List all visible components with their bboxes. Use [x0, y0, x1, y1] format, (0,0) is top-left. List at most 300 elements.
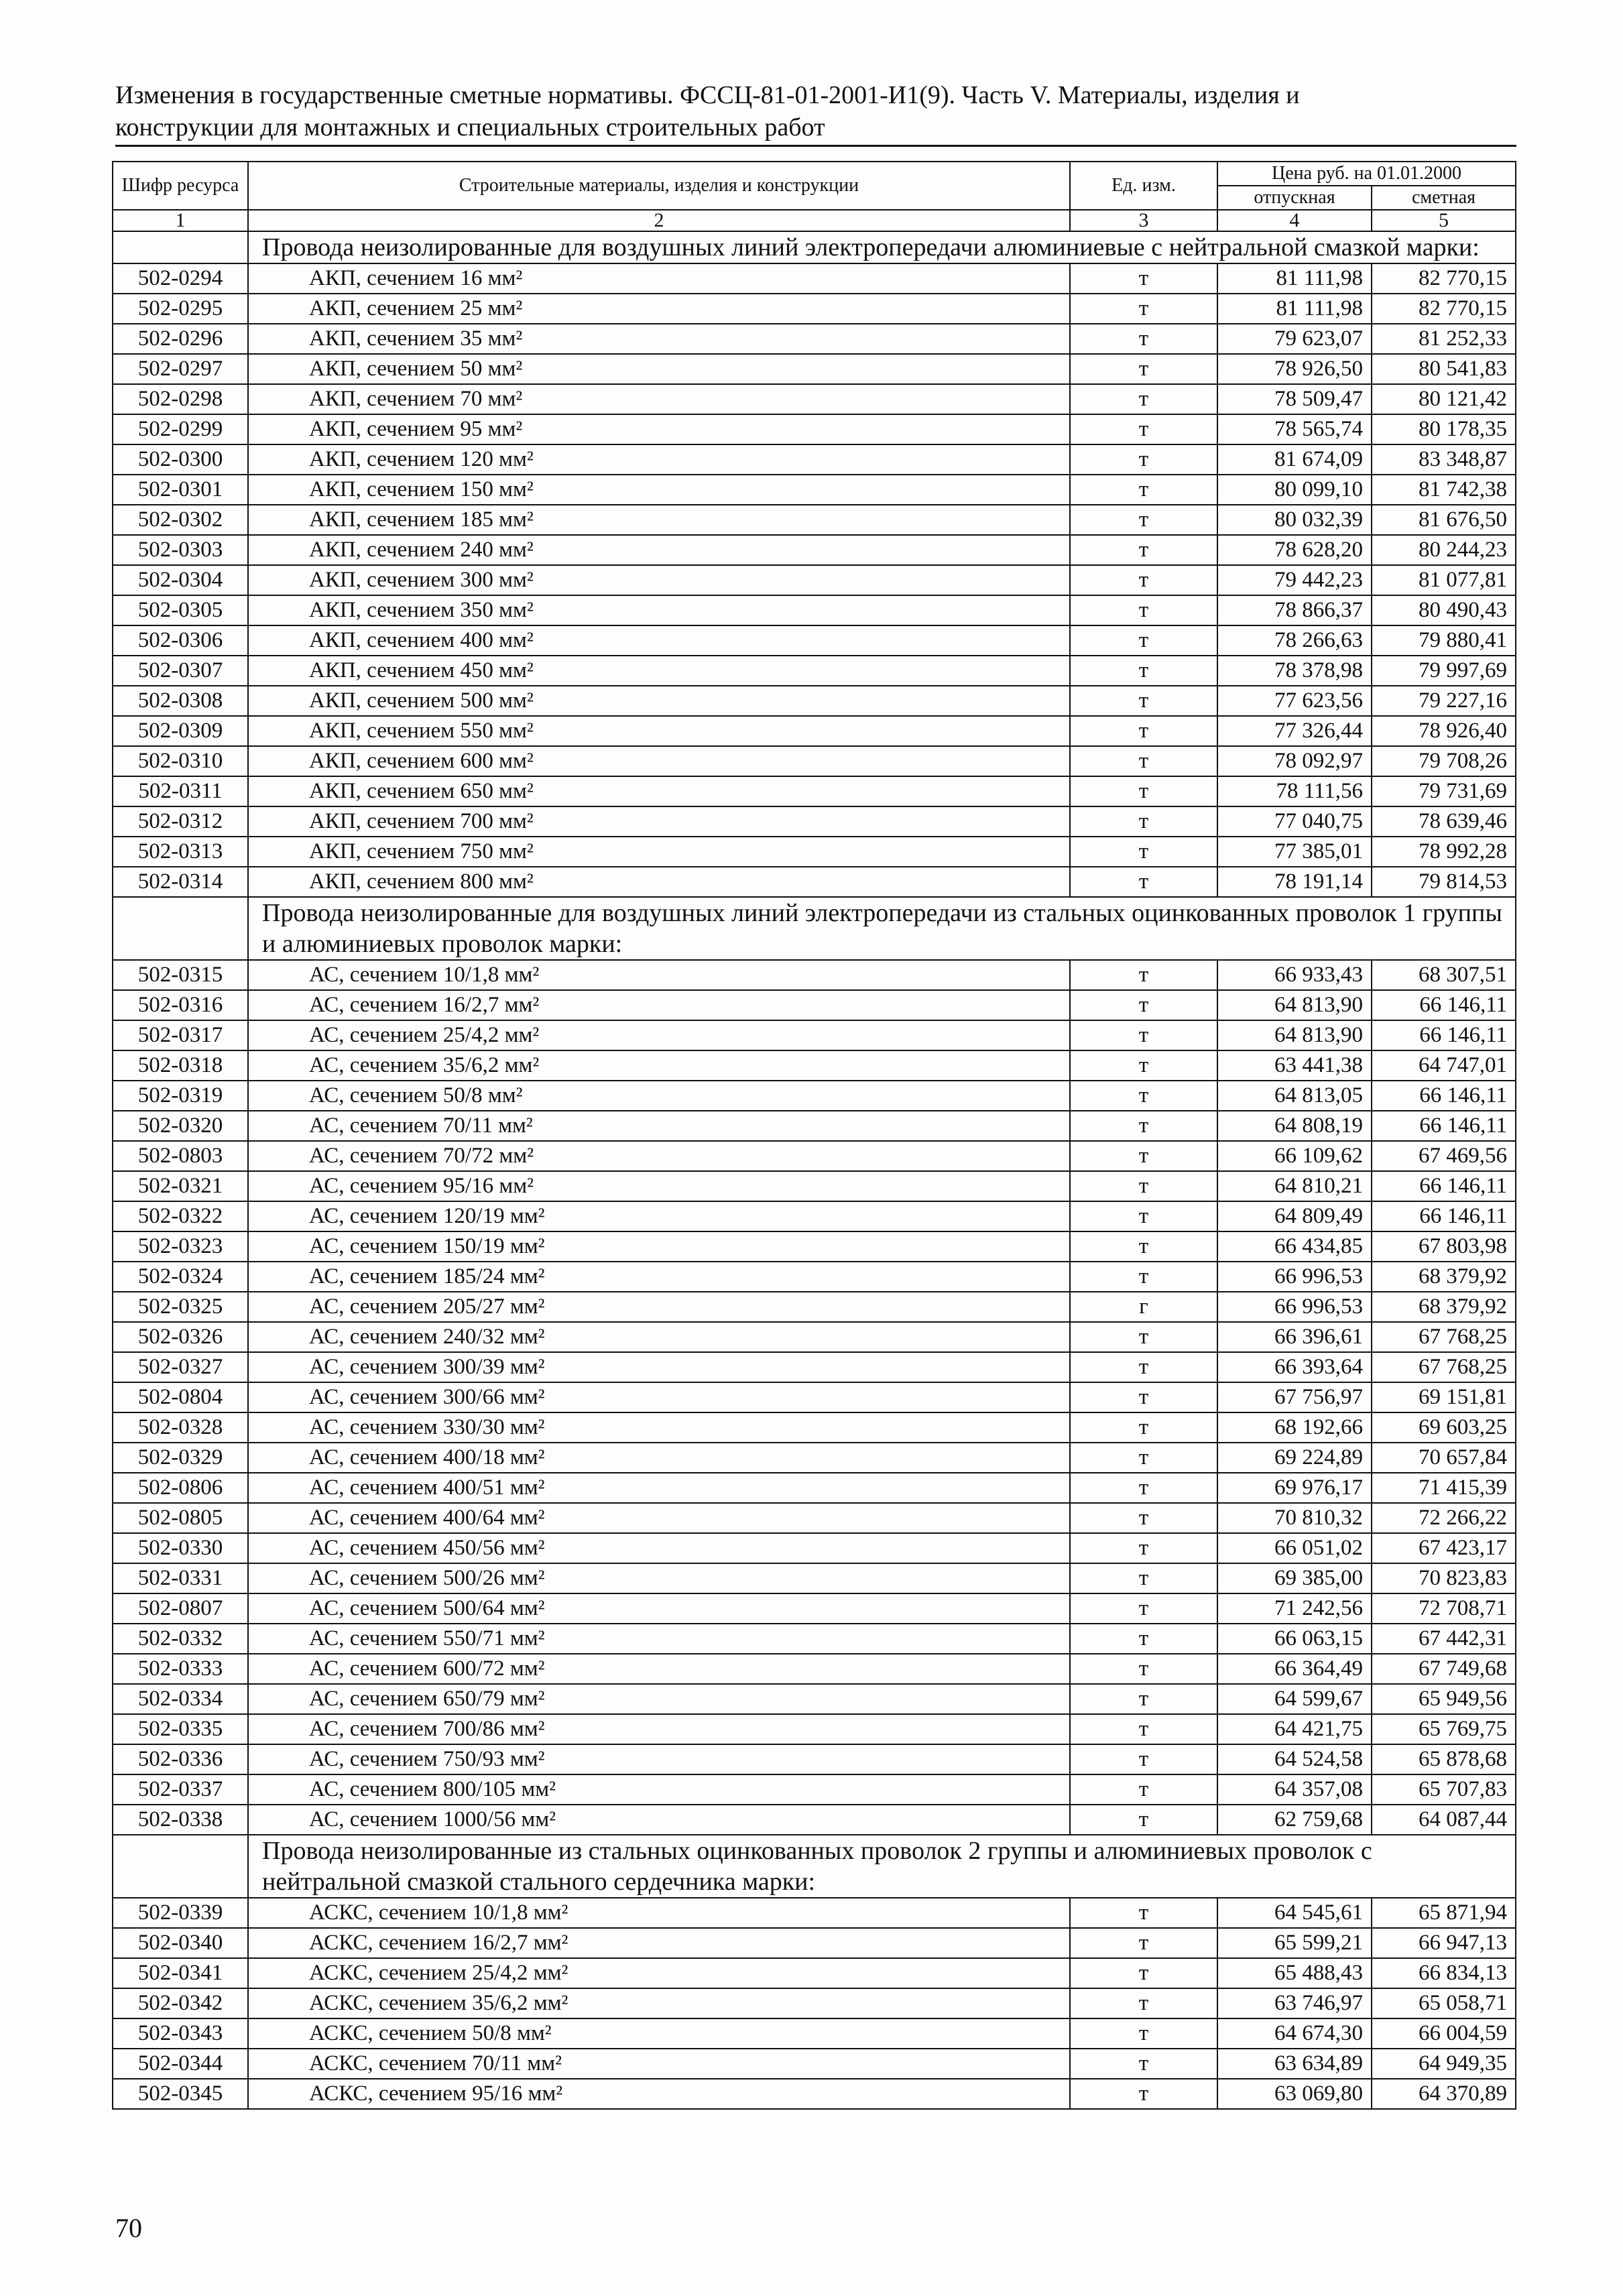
estimate-price: 66 146,11 [1372, 1201, 1516, 1231]
release-price: 63 634,89 [1217, 2049, 1372, 2079]
material-name: АКП, сечением 500 мм² [248, 686, 1070, 716]
resource-code: 502-0345 [113, 2079, 248, 2109]
table-row [113, 1262, 1516, 1292]
table-row [113, 565, 1516, 595]
resource-code: 502-0295 [113, 294, 248, 324]
resource-code: 502-0294 [113, 263, 248, 294]
estimate-price: 67 768,25 [1372, 1352, 1516, 1382]
release-price: 64 674,30 [1217, 2018, 1372, 2049]
estimate-price: 72 266,22 [1372, 1503, 1516, 1533]
material-name: АС, сечением 300/39 мм² [248, 1352, 1070, 1382]
col-header-release-price: отпускная [1217, 186, 1372, 210]
unit: т [1070, 1111, 1217, 1141]
unit: т [1070, 1593, 1217, 1624]
release-price: 66 051,02 [1217, 1533, 1372, 1563]
unit: т [1070, 2018, 1217, 2049]
table-row [113, 384, 1516, 414]
material-name: АКП, сечением 50 мм² [248, 354, 1070, 384]
material-name: АС, сечением 35/6,2 мм² [248, 1050, 1070, 1081]
material-name: АСКС, сечением 95/16 мм² [248, 2079, 1070, 2109]
release-price: 68 192,66 [1217, 1412, 1372, 1443]
estimate-price: 64 370,89 [1372, 2079, 1516, 2109]
table-row [113, 776, 1516, 806]
resource-code: 502-0327 [113, 1352, 248, 1382]
release-price: 78 509,47 [1217, 384, 1372, 414]
estimate-price: 83 348,87 [1372, 444, 1516, 475]
estimate-price: 72 708,71 [1372, 1593, 1516, 1624]
unit: т [1070, 263, 1217, 294]
material-name: АС, сечением 650/79 мм² [248, 1684, 1070, 1714]
unit: т [1070, 294, 1217, 324]
table-row [113, 1654, 1516, 1684]
material-name: АС, сечением 25/4,2 мм² [248, 1020, 1070, 1050]
header-line-1: Изменения в государственные сметные нормативы. ФССЦ-81-01-2001-И1(9). Часть V. Материалы, изделия и [115, 81, 1300, 109]
group-empty-cell [113, 231, 248, 263]
unit: т [1070, 1412, 1217, 1443]
unit: т [1070, 475, 1217, 505]
estimate-price: 66 004,59 [1372, 2018, 1516, 2049]
release-price: 64 813,90 [1217, 990, 1372, 1020]
group-title: Провода неизолированные для воздушных линий электропередачи алюминиевые с нейтральной смазкой марки: [248, 231, 1516, 263]
table-row [113, 686, 1516, 716]
estimate-price: 80 541,83 [1372, 354, 1516, 384]
table-row [113, 1774, 1516, 1805]
col-header-price: Цена руб. на 01.01.2000 [1217, 162, 1516, 186]
release-price: 64 810,21 [1217, 1171, 1372, 1201]
resource-code: 502-0331 [113, 1563, 248, 1593]
unit: т [1070, 1684, 1217, 1714]
estimate-price: 67 768,25 [1372, 1322, 1516, 1352]
unit: т [1070, 1533, 1217, 1563]
estimate-price: 79 880,41 [1372, 625, 1516, 656]
release-price: 77 623,56 [1217, 686, 1372, 716]
resource-code: 502-0336 [113, 1744, 248, 1774]
table-row [113, 1988, 1516, 2018]
estimate-price: 67 803,98 [1372, 1231, 1516, 1262]
material-name: АКП, сечением 240 мм² [248, 535, 1070, 565]
material-name: АС, сечением 70/11 мм² [248, 1111, 1070, 1141]
page-header [115, 79, 1516, 147]
material-name: АС, сечением 400/18 мм² [248, 1443, 1070, 1473]
group-empty-cell [113, 1835, 248, 1898]
table-row [113, 1141, 1516, 1171]
table-row [113, 1412, 1516, 1443]
release-price: 63 441,38 [1217, 1050, 1372, 1081]
unit: т [1070, 776, 1217, 806]
group-header-row [113, 1835, 1516, 1898]
release-price: 64 545,61 [1217, 1898, 1372, 1928]
resource-code: 502-0317 [113, 1020, 248, 1050]
material-name: АСКС, сечением 50/8 мм² [248, 2018, 1070, 2049]
unit: т [1070, 1654, 1217, 1684]
material-name: АС, сечением 150/19 мм² [248, 1231, 1070, 1262]
material-name: АС, сечением 10/1,8 мм² [248, 960, 1070, 990]
material-name: АС, сечением 185/24 мм² [248, 1262, 1070, 1292]
estimate-price: 68 307,51 [1372, 960, 1516, 990]
resource-code: 502-0303 [113, 535, 248, 565]
unit: т [1070, 1382, 1217, 1412]
resource-code: 502-0309 [113, 716, 248, 746]
resource-code: 502-0325 [113, 1292, 248, 1322]
estimate-price: 82 770,15 [1372, 294, 1516, 324]
resource-code: 502-0328 [113, 1412, 248, 1443]
header-line-2: конструкции для монтажных и специальных строительных работ [115, 113, 825, 141]
estimate-price: 81 252,33 [1372, 324, 1516, 354]
release-price: 77 326,44 [1217, 716, 1372, 746]
resource-code: 502-0343 [113, 2018, 248, 2049]
table-row [113, 294, 1516, 324]
material-name: АС, сечением 300/66 мм² [248, 1382, 1070, 1412]
release-price: 67 756,97 [1217, 1382, 1372, 1412]
unit: т [1070, 1081, 1217, 1111]
release-price: 66 364,49 [1217, 1654, 1372, 1684]
table-row [113, 1171, 1516, 1201]
unit: т [1070, 1322, 1217, 1352]
material-name: АКП, сечением 95 мм² [248, 414, 1070, 444]
resource-code: 502-0340 [113, 1928, 248, 1958]
release-price: 66 396,61 [1217, 1322, 1372, 1352]
table-row [113, 1111, 1516, 1141]
table-row [113, 806, 1516, 837]
group-header-row [113, 897, 1516, 960]
estimate-price: 70 823,83 [1372, 1563, 1516, 1593]
unit: г [1070, 1292, 1217, 1322]
material-name: АС, сечением 500/26 мм² [248, 1563, 1070, 1593]
material-name: АКП, сечением 350 мм² [248, 595, 1070, 625]
resource-code: 502-0315 [113, 960, 248, 990]
release-price: 80 032,39 [1217, 505, 1372, 535]
price-table [112, 161, 1516, 2110]
release-price: 69 224,89 [1217, 1443, 1372, 1473]
release-price: 64 813,90 [1217, 1020, 1372, 1050]
estimate-price: 79 708,26 [1372, 746, 1516, 776]
table-row [113, 1201, 1516, 1231]
table-row [113, 837, 1516, 867]
estimate-price: 78 639,46 [1372, 806, 1516, 837]
material-name: АКП, сечением 400 мм² [248, 625, 1070, 656]
group-empty-cell [113, 897, 248, 960]
estimate-price: 65 058,71 [1372, 1988, 1516, 2018]
unit: т [1070, 1171, 1217, 1201]
table-row [113, 1231, 1516, 1262]
table-row [113, 1624, 1516, 1654]
material-name: АКП, сечением 550 мм² [248, 716, 1070, 746]
material-name: АС, сечением 1000/56 мм² [248, 1805, 1070, 1835]
release-price: 63 746,97 [1217, 1988, 1372, 2018]
release-price: 78 565,74 [1217, 414, 1372, 444]
resource-code: 502-0322 [113, 1201, 248, 1231]
resource-code: 502-0329 [113, 1443, 248, 1473]
resource-code: 502-0332 [113, 1624, 248, 1654]
material-name: АКП, сечением 120 мм² [248, 444, 1070, 475]
resource-code: 502-0335 [113, 1714, 248, 1744]
estimate-price: 78 992,28 [1372, 837, 1516, 867]
release-price: 66 996,53 [1217, 1292, 1372, 1322]
estimate-price: 71 415,39 [1372, 1473, 1516, 1503]
unit: т [1070, 1774, 1217, 1805]
release-price: 64 524,58 [1217, 1744, 1372, 1774]
estimate-price: 65 707,83 [1372, 1774, 1516, 1805]
table-row [113, 1533, 1516, 1563]
estimate-price: 65 878,68 [1372, 1744, 1516, 1774]
material-name: АКП, сечением 35 мм² [248, 324, 1070, 354]
resource-code: 502-0306 [113, 625, 248, 656]
group-header-row [113, 231, 1516, 263]
material-name: АС, сечением 50/8 мм² [248, 1081, 1070, 1111]
table-row [113, 1928, 1516, 1958]
unit: т [1070, 1201, 1217, 1231]
unit: т [1070, 656, 1217, 686]
resource-code: 502-0333 [113, 1654, 248, 1684]
resource-code: 502-0321 [113, 1171, 248, 1201]
table-row [113, 1684, 1516, 1714]
resource-code: 502-0301 [113, 475, 248, 505]
estimate-price: 67 442,31 [1372, 1624, 1516, 1654]
release-price: 81 674,09 [1217, 444, 1372, 475]
material-name: АСКС, сечением 25/4,2 мм² [248, 1958, 1070, 1988]
estimate-price: 68 379,92 [1372, 1262, 1516, 1292]
table-row [113, 505, 1516, 535]
unit: т [1070, 384, 1217, 414]
unit: т [1070, 2079, 1217, 2109]
table-row [113, 1714, 1516, 1744]
unit: т [1070, 1352, 1217, 1382]
release-price: 78 111,56 [1217, 776, 1372, 806]
resource-code: 502-0319 [113, 1081, 248, 1111]
release-price: 62 759,68 [1217, 1805, 1372, 1835]
unit: т [1070, 1473, 1217, 1503]
estimate-price: 66 146,11 [1372, 1020, 1516, 1050]
resource-code: 502-0318 [113, 1050, 248, 1081]
release-price: 63 069,80 [1217, 2079, 1372, 2109]
release-price: 66 063,15 [1217, 1624, 1372, 1654]
resource-code: 502-0334 [113, 1684, 248, 1714]
estimate-price: 79 227,16 [1372, 686, 1516, 716]
resource-code: 502-0310 [113, 746, 248, 776]
table-row [113, 475, 1516, 505]
resource-code: 502-0316 [113, 990, 248, 1020]
material-name: АКП, сечением 185 мм² [248, 505, 1070, 535]
material-name: АСКС, сечением 35/6,2 мм² [248, 1988, 1070, 2018]
estimate-price: 66 146,11 [1372, 990, 1516, 1020]
resource-code: 502-0299 [113, 414, 248, 444]
table-row [113, 1503, 1516, 1533]
material-name: АКП, сечением 600 мм² [248, 746, 1070, 776]
estimate-price: 65 769,75 [1372, 1714, 1516, 1744]
table-row [113, 1443, 1516, 1473]
resource-code: 502-0297 [113, 354, 248, 384]
resource-code: 502-0304 [113, 565, 248, 595]
unit: т [1070, 444, 1217, 475]
table-row [113, 1352, 1516, 1382]
estimate-price: 69 151,81 [1372, 1382, 1516, 1412]
col-header-estimate-price: сметная [1372, 186, 1516, 210]
unit: т [1070, 1050, 1217, 1081]
unit: т [1070, 1262, 1217, 1292]
release-price: 64 809,49 [1217, 1201, 1372, 1231]
release-price: 64 599,67 [1217, 1684, 1372, 1714]
estimate-price: 66 146,11 [1372, 1081, 1516, 1111]
unit: т [1070, 1503, 1217, 1533]
release-price: 65 599,21 [1217, 1928, 1372, 1958]
estimate-price: 69 603,25 [1372, 1412, 1516, 1443]
release-price: 77 040,75 [1217, 806, 1372, 837]
resource-code: 502-0307 [113, 656, 248, 686]
release-price: 64 421,75 [1217, 1714, 1372, 1744]
resource-code: 502-0320 [113, 1111, 248, 1141]
unit: т [1070, 1231, 1217, 1262]
release-price: 66 393,64 [1217, 1352, 1372, 1382]
unit: т [1070, 1958, 1217, 1988]
material-name: АС, сечением 800/105 мм² [248, 1774, 1070, 1805]
unit: т [1070, 806, 1217, 837]
price-table-wrapper [112, 161, 1515, 2110]
table-body [113, 231, 1516, 2109]
estimate-price: 66 146,11 [1372, 1171, 1516, 1201]
material-name: АС, сечением 500/64 мм² [248, 1593, 1070, 1624]
unit: т [1070, 686, 1217, 716]
table-row [113, 746, 1516, 776]
material-name: АС, сечением 120/19 мм² [248, 1201, 1070, 1231]
table-row [113, 960, 1516, 990]
unit: т [1070, 746, 1217, 776]
estimate-price: 78 926,40 [1372, 716, 1516, 746]
estimate-price: 66 146,11 [1372, 1111, 1516, 1141]
estimate-price: 67 423,17 [1372, 1533, 1516, 1563]
release-price: 78 191,14 [1217, 867, 1372, 897]
estimate-price: 80 490,43 [1372, 595, 1516, 625]
estimate-price: 67 469,56 [1372, 1141, 1516, 1171]
material-name: АКП, сечением 25 мм² [248, 294, 1070, 324]
material-name: АС, сечением 450/56 мм² [248, 1533, 1070, 1563]
material-name: АС, сечением 400/51 мм² [248, 1473, 1070, 1503]
estimate-price: 67 749,68 [1372, 1654, 1516, 1684]
release-price: 64 357,08 [1217, 1774, 1372, 1805]
release-price: 78 092,97 [1217, 746, 1372, 776]
release-price: 81 111,98 [1217, 294, 1372, 324]
table-row [113, 1958, 1516, 1988]
estimate-price: 70 657,84 [1372, 1443, 1516, 1473]
resource-code: 502-0311 [113, 776, 248, 806]
release-price: 69 385,00 [1217, 1563, 1372, 1593]
resource-code: 502-0326 [113, 1322, 248, 1352]
release-price: 78 628,20 [1217, 535, 1372, 565]
table-row [113, 1020, 1516, 1050]
resource-code: 502-0302 [113, 505, 248, 535]
unit: т [1070, 716, 1217, 746]
material-name: АКП, сечением 16 мм² [248, 263, 1070, 294]
resource-code: 502-0308 [113, 686, 248, 716]
estimate-price: 66 834,13 [1372, 1958, 1516, 1988]
column-number: 4 [1217, 210, 1372, 231]
column-number: 1 [113, 210, 248, 231]
estimate-price: 81 742,38 [1372, 475, 1516, 505]
table-row [113, 656, 1516, 686]
unit: т [1070, 1744, 1217, 1774]
resource-code: 502-0313 [113, 837, 248, 867]
material-name: АС, сечением 95/16 мм² [248, 1171, 1070, 1201]
material-name: АКП, сечением 700 мм² [248, 806, 1070, 837]
unit: т [1070, 1898, 1217, 1928]
column-number-row [113, 210, 1516, 231]
release-price: 78 926,50 [1217, 354, 1372, 384]
table-row [113, 1322, 1516, 1352]
resource-code: 502-0805 [113, 1503, 248, 1533]
table-row [113, 2049, 1516, 2079]
release-price: 81 111,98 [1217, 263, 1372, 294]
unit: т [1070, 354, 1217, 384]
material-name: АКП, сечением 150 мм² [248, 475, 1070, 505]
material-name: АКП, сечением 650 мм² [248, 776, 1070, 806]
resource-code: 502-0337 [113, 1774, 248, 1805]
column-number: 5 [1372, 210, 1516, 231]
material-name: АКП, сечением 300 мм² [248, 565, 1070, 595]
table-row [113, 354, 1516, 384]
unit: т [1070, 990, 1217, 1020]
estimate-price: 64 747,01 [1372, 1050, 1516, 1081]
unit: т [1070, 1624, 1217, 1654]
material-name: АС, сечением 205/27 мм² [248, 1292, 1070, 1322]
material-name: АС, сечением 400/64 мм² [248, 1503, 1070, 1533]
unit: т [1070, 625, 1217, 656]
estimate-price: 79 814,53 [1372, 867, 1516, 897]
table-row [113, 1292, 1516, 1322]
resource-code: 502-0344 [113, 2049, 248, 2079]
estimate-price: 82 770,15 [1372, 263, 1516, 294]
table-row [113, 1563, 1516, 1593]
table-row [113, 444, 1516, 475]
unit: т [1070, 2049, 1217, 2079]
group-title: Провода неизолированные для воздушных линий электропередачи из стальных оцинкованных проволок 1 группы и алюминиевых проволок марки: [248, 897, 1516, 960]
resource-code: 502-0324 [113, 1262, 248, 1292]
table-row [113, 2018, 1516, 2049]
table-row [113, 1593, 1516, 1624]
release-price: 78 266,63 [1217, 625, 1372, 656]
resource-code: 502-0803 [113, 1141, 248, 1171]
material-name: АКП, сечением 450 мм² [248, 656, 1070, 686]
release-price: 66 109,62 [1217, 1141, 1372, 1171]
resource-code: 502-0323 [113, 1231, 248, 1262]
resource-code: 502-0330 [113, 1533, 248, 1563]
material-name: АСКС, сечением 10/1,8 мм² [248, 1898, 1070, 1928]
estimate-price: 64 087,44 [1372, 1805, 1516, 1835]
col-header-unit: Ед. изм. [1070, 162, 1217, 210]
release-price: 64 808,19 [1217, 1111, 1372, 1141]
material-name: АСКС, сечением 16/2,7 мм² [248, 1928, 1070, 1958]
resource-code: 502-0300 [113, 444, 248, 475]
release-price: 78 378,98 [1217, 656, 1372, 686]
estimate-price: 80 121,42 [1372, 384, 1516, 414]
table-row [113, 867, 1516, 897]
resource-code: 502-0298 [113, 384, 248, 414]
table-row [113, 263, 1516, 294]
release-price: 70 810,32 [1217, 1503, 1372, 1533]
resource-code: 502-0341 [113, 1958, 248, 1988]
resource-code: 502-0804 [113, 1382, 248, 1412]
table-row [113, 716, 1516, 746]
unit: т [1070, 535, 1217, 565]
release-price: 80 099,10 [1217, 475, 1372, 505]
estimate-price: 65 871,94 [1372, 1898, 1516, 1928]
estimate-price: 80 244,23 [1372, 535, 1516, 565]
table-row [113, 1473, 1516, 1503]
unit: т [1070, 414, 1217, 444]
unit: т [1070, 1443, 1217, 1473]
release-price: 65 488,43 [1217, 1958, 1372, 1988]
resource-code: 502-0807 [113, 1593, 248, 1624]
table-row [113, 2079, 1516, 2109]
estimate-price: 81 077,81 [1372, 565, 1516, 595]
